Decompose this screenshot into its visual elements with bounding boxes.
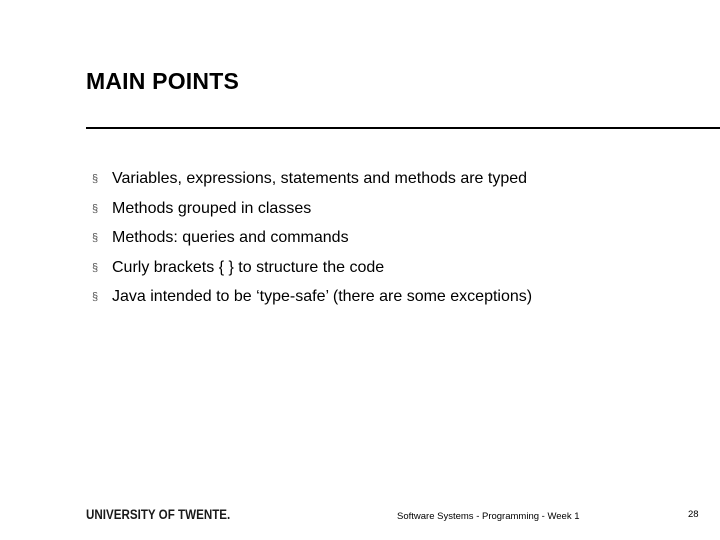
- bullet-text: Java intended to be ‘type-safe’ (there are some exceptions): [112, 288, 533, 305]
- course-footer: Software Systems - Programming - Week 1: [397, 511, 580, 522]
- bullet-text: Curly brackets { } to structure the code: [112, 258, 385, 276]
- bullet-item: [92, 227, 532, 257]
- slide-title: MAIN POINTS: [86, 68, 239, 94]
- university-logo: UNIVERSITY OF TWENTE.: [86, 507, 231, 522]
- bullet-item: [92, 286, 532, 316]
- bullet-text: Methods: queries and commands: [112, 229, 349, 246]
- bullet-icon: §: [92, 202, 99, 215]
- bullet-icon: §: [92, 173, 99, 185]
- bullet-icon: §: [92, 261, 99, 274]
- bullet-list: [92, 168, 532, 316]
- bullet-icon: §: [92, 291, 99, 303]
- page-number: 28: [688, 509, 699, 520]
- bullet-text: Methods grouped in classes: [112, 199, 312, 217]
- title-divider: [86, 127, 720, 129]
- bullet-item: [92, 198, 532, 228]
- bullet-icon: §: [92, 232, 99, 244]
- bullet-item: [92, 168, 532, 198]
- bullet-text: Variables, expressions, statements and methods are typed: [112, 170, 528, 187]
- bullet-item: [92, 257, 532, 287]
